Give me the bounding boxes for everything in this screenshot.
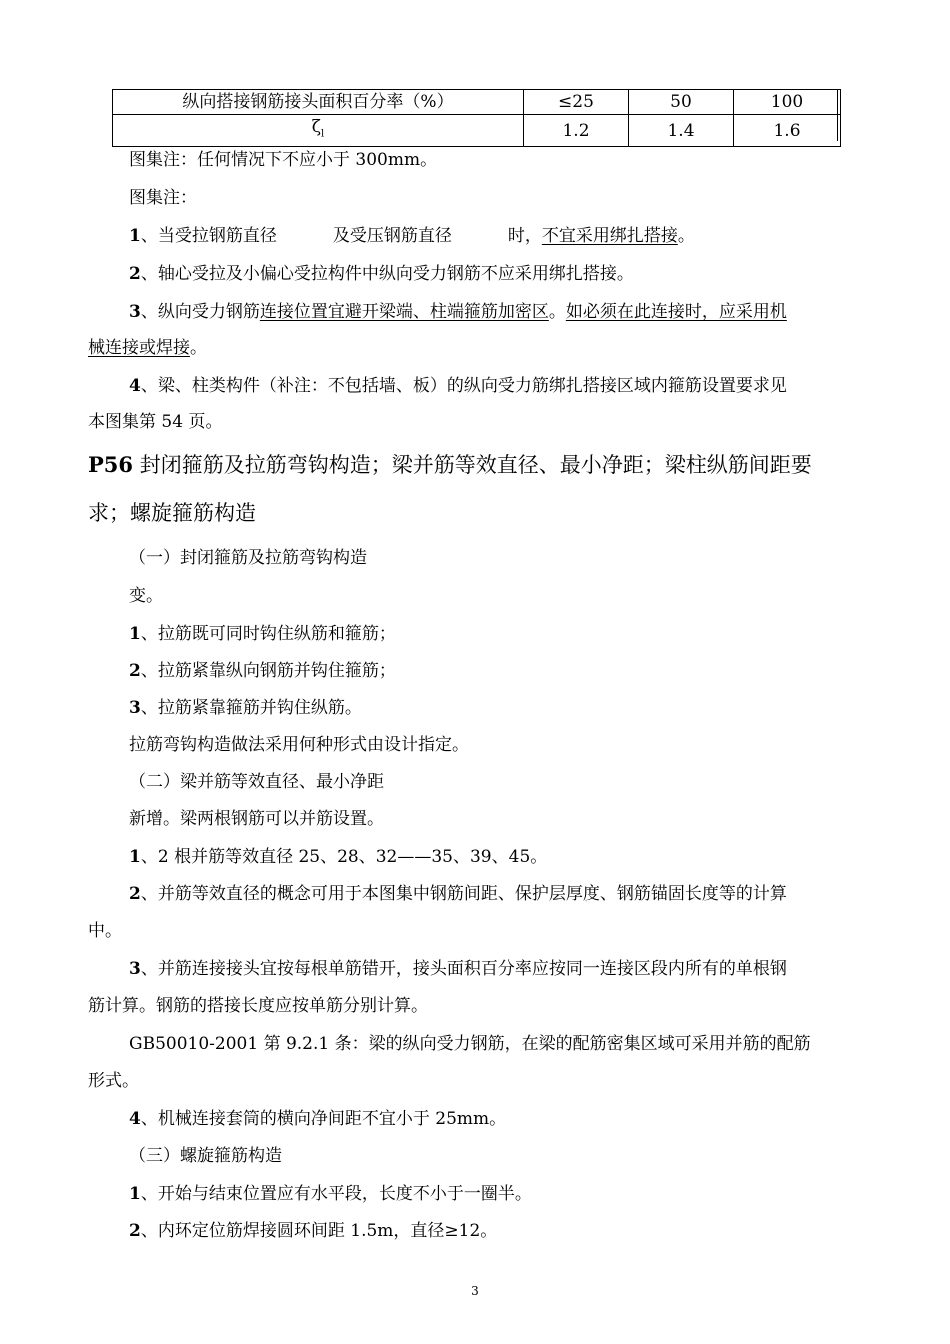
text-span: 、机械连接套筒的横向净间距不宜小于 25mm。 bbox=[140, 1109, 507, 1129]
page-ref-label: P56 bbox=[88, 452, 134, 477]
text-span: 、拉筋紧靠纵向钢筋并钩住箍筋； bbox=[140, 661, 396, 681]
text-span: 。 bbox=[677, 226, 695, 246]
lap-splice-factor-table bbox=[112, 89, 841, 147]
text-span: 、开始与结束位置应有水平段，长度不小于一圈半。 bbox=[140, 1184, 532, 1204]
subsection-title-1: （一）封闭箍筋及拉筋弯钩构造 bbox=[129, 548, 367, 568]
page-number: 3 bbox=[471, 1284, 479, 1298]
note-item-4 bbox=[129, 367, 860, 405]
text-span: 、轴心受拉及小偏心受拉构件中纵向受力钢筋不应采用绑扎搭接。 bbox=[140, 264, 634, 284]
code-reference: GB50010-2001 第 9.2.1 条：梁的纵向受力钢筋，在梁的配筋密集区域可采用并筋的配筋 bbox=[129, 1034, 811, 1054]
list-item bbox=[129, 838, 860, 876]
text-span: 、并筋连接接头宜按每根单筋错开，接头面积百分率应按同一连接区段内所有的单根钢 bbox=[140, 959, 787, 979]
item-number: 3 bbox=[129, 302, 141, 322]
text-span: 时， bbox=[507, 226, 542, 246]
section-heading bbox=[88, 438, 868, 492]
item-number: 3 bbox=[129, 959, 141, 979]
list-item-cont: 筋计算。钢筋的搭接长度应按单筋分别计算。 bbox=[88, 996, 428, 1016]
list-item bbox=[129, 1212, 860, 1250]
text-span: 及受压钢筋直径 bbox=[332, 226, 452, 246]
table-cell: 1.6 bbox=[734, 115, 841, 147]
list-item bbox=[129, 950, 860, 988]
note-item-3-cont bbox=[88, 329, 860, 367]
table-cell: 100 bbox=[734, 90, 841, 115]
list-item bbox=[129, 615, 860, 653]
subsection-title-2: （二）梁并筋等效直径、最小净距 bbox=[129, 772, 384, 792]
list-item-cont: 中。 bbox=[88, 921, 122, 941]
subsection-1-closing: 拉筋弯钩构造做法采用何种形式由设计指定。 bbox=[129, 735, 469, 755]
text-span: 、并筋等效直径的概念可用于本图集中钢筋间距、保护层厚度、钢筋锚固长度等的计算 bbox=[140, 884, 787, 904]
item-number: 2 bbox=[129, 661, 141, 681]
note-item-2 bbox=[129, 255, 860, 293]
list-item bbox=[129, 1175, 860, 1213]
text-span: 。 bbox=[190, 338, 207, 358]
zeta-subscript: l bbox=[321, 128, 325, 140]
zeta-symbol: ζ bbox=[311, 117, 321, 137]
item-number: 4 bbox=[129, 376, 141, 396]
item-number: 1 bbox=[129, 226, 141, 246]
text-span: 、内环定位筋焊接圆环间距 1.5m，直径≥12。 bbox=[140, 1221, 498, 1241]
table-row bbox=[113, 90, 841, 115]
list-item bbox=[129, 652, 860, 690]
text-span: 、当受拉钢筋直径 bbox=[140, 226, 277, 246]
table-cell: ≤25 bbox=[524, 90, 629, 115]
list-item bbox=[129, 1100, 860, 1138]
underlined-text: 械连接或焊接 bbox=[88, 338, 190, 358]
subsection-title-3: （三）螺旋箍筋构造 bbox=[129, 1146, 282, 1166]
list-item bbox=[129, 689, 860, 727]
heading-text: 封闭箍筋及拉筋弯钩构造；梁并筋等效直径、最小净距；梁柱纵筋间距要 bbox=[133, 453, 812, 477]
table-cell: 1.4 bbox=[629, 115, 734, 147]
item-number: 2 bbox=[129, 1221, 141, 1241]
note-header: 图集注： bbox=[129, 188, 197, 208]
section-heading-cont: 求；螺旋箍筋构造 bbox=[88, 501, 256, 525]
list-item bbox=[129, 875, 860, 913]
text-span: 、拉筋既可同时钩住纵筋和箍筋； bbox=[140, 624, 396, 644]
item-number: 3 bbox=[129, 698, 141, 718]
item-number: 2 bbox=[129, 884, 141, 904]
code-reference-cont: 形式。 bbox=[88, 1071, 139, 1091]
text-span: 、纵向受力钢筋 bbox=[140, 302, 260, 322]
note-item-1 bbox=[129, 217, 860, 255]
item-number: 1 bbox=[129, 624, 141, 644]
note-min-length: 图集注：任何情况下不应小于 300mm。 bbox=[129, 150, 438, 170]
table-right-edge bbox=[837, 89, 838, 141]
table-cell: 纵向搭接钢筋接头面积百分率（%） bbox=[113, 90, 524, 115]
note-item-3 bbox=[129, 293, 860, 331]
item-number: 2 bbox=[129, 264, 141, 284]
underlined-text: 连接位置宜避开梁端、柱端箍筋加密区 bbox=[259, 302, 549, 322]
item-number: 4 bbox=[129, 1109, 141, 1129]
text-span: 、梁、柱类构件（补注：不包括墙、板）的纵向受力筋绑扎搭接区域内箍筋设置要求见 bbox=[140, 376, 787, 396]
underlined-text: 不宜采用绑扎搭接 bbox=[541, 226, 678, 246]
note-item-4-cont: 本图集第 54 页。 bbox=[88, 412, 223, 432]
subsection-1-intro: 变。 bbox=[129, 586, 163, 606]
text-span: 。 bbox=[548, 302, 566, 322]
table-cell: 1.2 bbox=[524, 115, 629, 147]
item-number: 1 bbox=[129, 847, 141, 867]
text-span: 、拉筋紧靠箍筋并钩住纵筋。 bbox=[140, 698, 362, 718]
underlined-text: 如必须在此连接时，应采用机 bbox=[565, 302, 787, 322]
text-span: 、2 根并筋等效直径 25、28、32——35、39、45。 bbox=[140, 847, 548, 867]
subsection-2-intro: 新增。梁两根钢筋可以并筋设置。 bbox=[129, 809, 384, 829]
table-cell: 50 bbox=[629, 90, 734, 115]
item-number: 1 bbox=[129, 1184, 141, 1204]
